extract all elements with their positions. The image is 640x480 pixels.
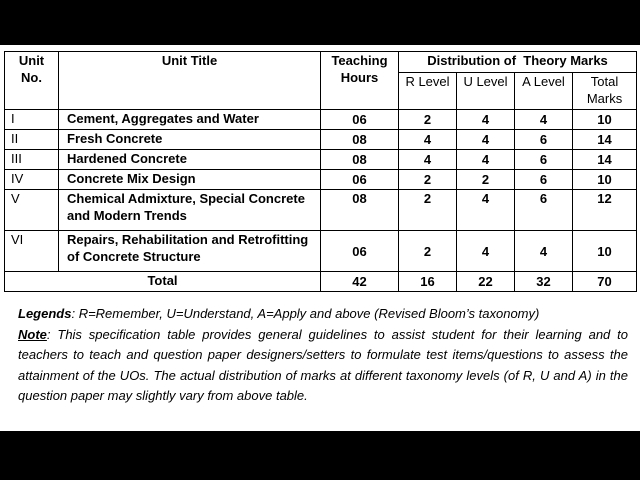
unit-no: V <box>5 190 59 231</box>
legends-label: Legends <box>18 306 72 321</box>
teaching-hours: 06 <box>321 231 399 272</box>
total-label: Total <box>5 272 321 292</box>
a-level: 6 <box>515 170 573 190</box>
table-row <box>5 170 637 190</box>
a-level: 4 <box>515 110 573 130</box>
a-level: 6 <box>515 150 573 170</box>
r-level: 2 <box>399 110 457 130</box>
total-marks: 12 <box>573 190 637 231</box>
header-r-level: R Level <box>399 73 457 110</box>
legends-paragraph <box>18 304 628 325</box>
header-unit-no: Unit No. <box>5 52 59 110</box>
unit-title: Repairs, Rehabilitation and Retrofitting of Concrete Structure <box>59 231 321 272</box>
r-level: 2 <box>399 170 457 190</box>
u-level: 4 <box>457 110 515 130</box>
u-level: 4 <box>457 231 515 272</box>
teaching-hours: 06 <box>321 170 399 190</box>
unit-no: III <box>5 150 59 170</box>
header-unit-title: Unit Title <box>59 52 321 110</box>
theory-marks-table <box>4 51 637 292</box>
total-marks: 10 <box>573 110 637 130</box>
table-row <box>5 130 637 150</box>
total-marks-sum: 70 <box>573 272 637 292</box>
header-teaching-hours: Teaching Hours <box>321 52 399 110</box>
note-paragraph <box>18 325 628 407</box>
total-row <box>5 272 637 292</box>
unit-title: Chemical Admixture, Special Concrete and Modern Trends <box>59 190 321 231</box>
notes-section <box>18 304 628 407</box>
table-row <box>5 150 637 170</box>
teaching-hours: 08 <box>321 130 399 150</box>
table-row <box>5 110 637 130</box>
unit-no: I <box>5 110 59 130</box>
document-page <box>0 45 640 431</box>
a-level: 6 <box>515 190 573 231</box>
a-level: 6 <box>515 130 573 150</box>
header-total-marks: Total Marks <box>573 73 637 110</box>
r-level: 2 <box>399 190 457 231</box>
a-level: 4 <box>515 231 573 272</box>
u-level: 2 <box>457 170 515 190</box>
total-marks: 10 <box>573 170 637 190</box>
u-level: 4 <box>457 190 515 231</box>
r-level: 4 <box>399 150 457 170</box>
table-row <box>5 190 637 231</box>
teaching-hours: 08 <box>321 190 399 231</box>
total-hours: 42 <box>321 272 399 292</box>
teaching-hours: 08 <box>321 150 399 170</box>
total-u: 22 <box>457 272 515 292</box>
unit-no: IV <box>5 170 59 190</box>
total-marks: 14 <box>573 150 637 170</box>
u-level: 4 <box>457 150 515 170</box>
r-level: 4 <box>399 130 457 150</box>
u-level: 4 <box>457 130 515 150</box>
total-a: 32 <box>515 272 573 292</box>
unit-no: VI <box>5 231 59 272</box>
teaching-hours: 06 <box>321 110 399 130</box>
note-text: : This specification table provides general guidelines to assist student for their learning and to teachers to teach and question paper designers/setters to formulate test items/questions to assess the attainment of the UOs. The actual distribution of marks at different taxonomy levels (of R, U and A) in the question paper may slightly vary from above table. <box>18 326 628 403</box>
unit-title: Hardened Concrete <box>59 150 321 170</box>
r-level: 2 <box>399 231 457 272</box>
note-label: Note <box>18 326 47 342</box>
header-u-level: U Level <box>457 73 515 110</box>
unit-title: Concrete Mix Design <box>59 170 321 190</box>
unit-no: II <box>5 130 59 150</box>
header-a-level: A Level <box>515 73 573 110</box>
table-row <box>5 231 637 272</box>
total-r: 16 <box>399 272 457 292</box>
unit-title: Cement, Aggregates and Water <box>59 110 321 130</box>
total-marks: 10 <box>573 231 637 272</box>
total-marks: 14 <box>573 130 637 150</box>
unit-title: Fresh Concrete <box>59 130 321 150</box>
header-distribution: Distribution of Theory Marks <box>399 52 637 73</box>
legends-text: : R=Remember, U=Understand, A=Apply and above (Revised Bloom’s taxonomy) <box>71 306 540 321</box>
